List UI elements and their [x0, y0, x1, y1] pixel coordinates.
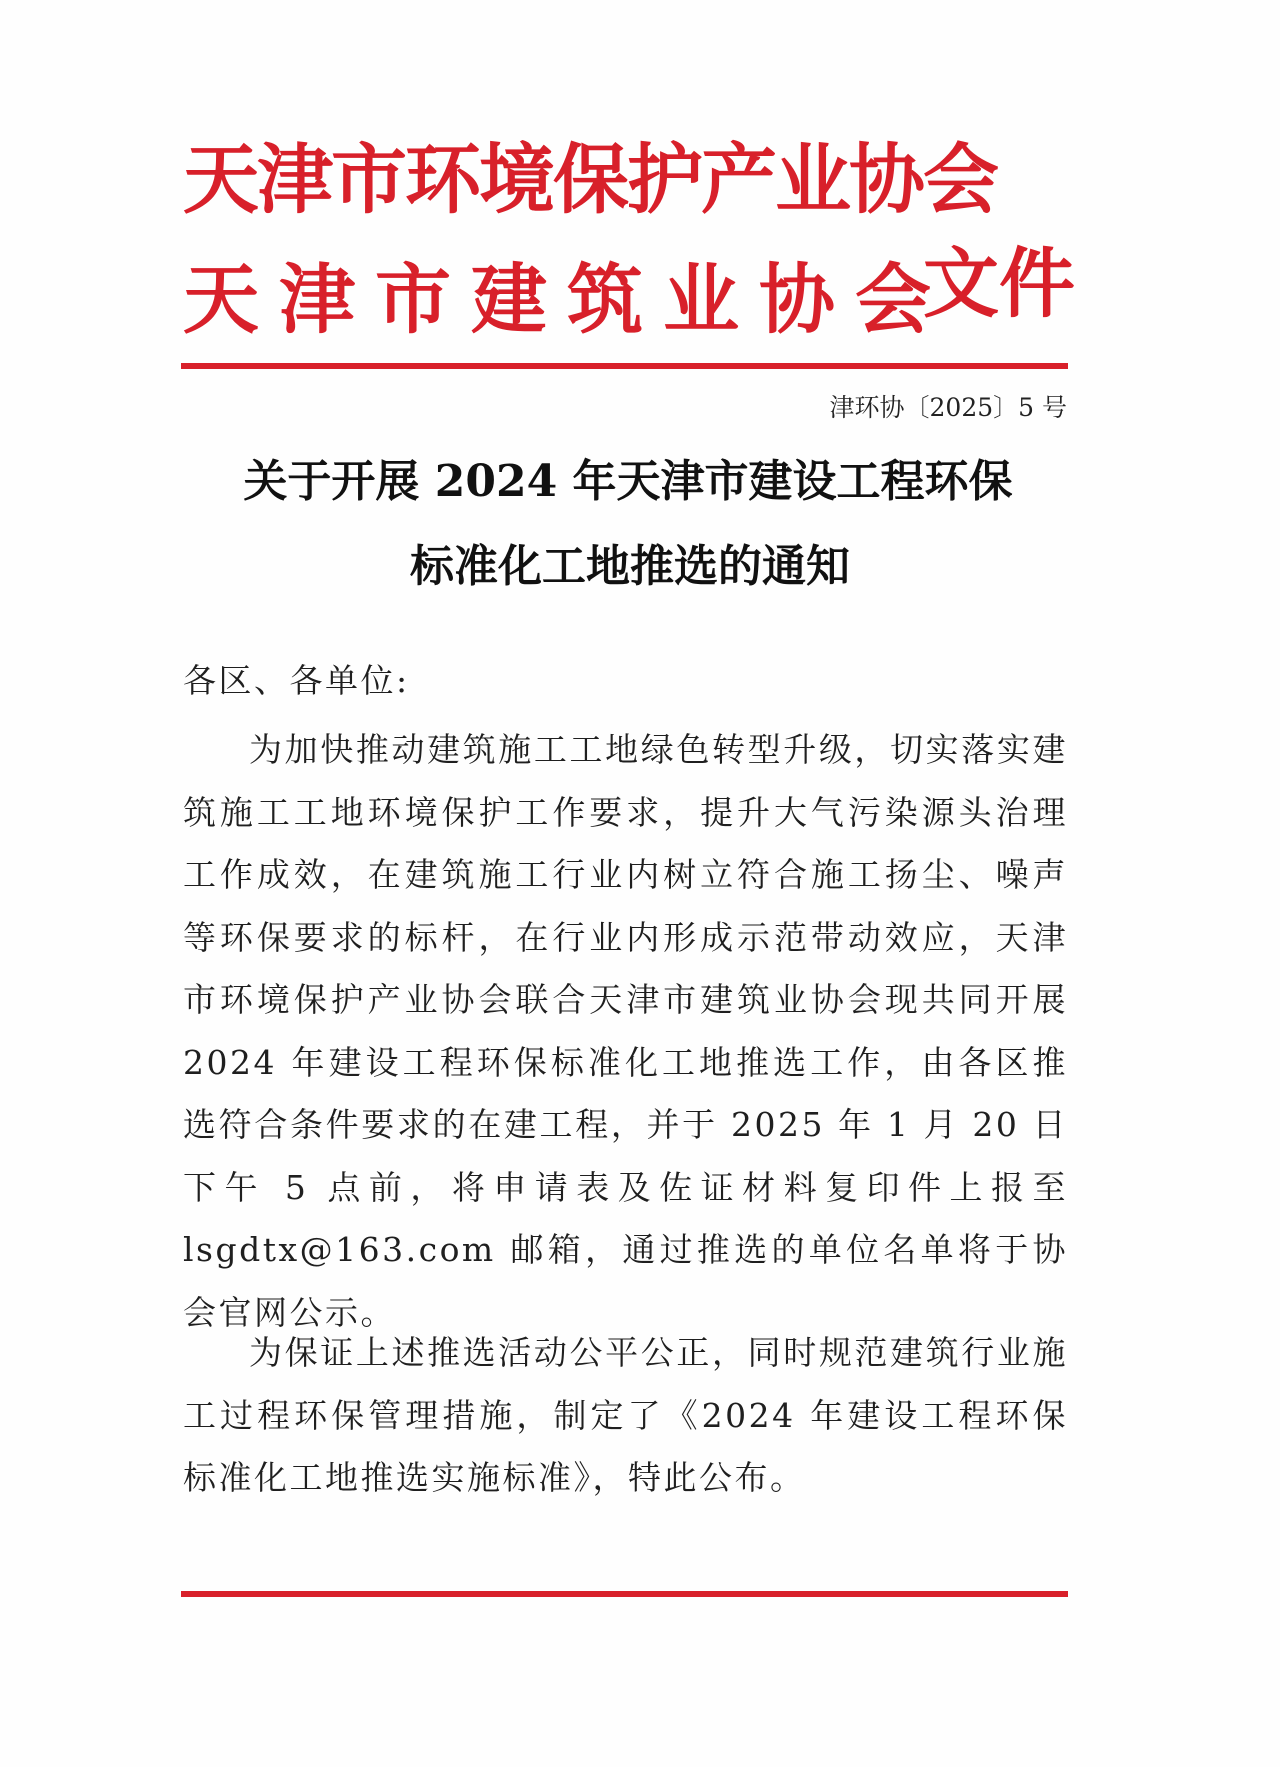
footer-red-rule — [181, 1591, 1068, 1597]
body-paragraph-2: 为保证上述推选活动公平公正，同时规范建筑行业施工过程环保管理措施，制定了《2024 年建设工程环保标准化工地推选实施标准》，特此公布。 — [183, 1333, 1068, 1497]
document-label: 文件 — [923, 239, 1075, 328]
issuing-org-1: 天津市环境保护产业协会 — [183, 135, 997, 224]
notice-title-line-1: 关于开展 2024 年天津市建设工程环保 — [243, 456, 1013, 507]
issuing-org-2-line — [183, 239, 1075, 344]
salutation: 各区、各单位: — [183, 661, 410, 700]
notice-title-line-2: 标准化工地推选的通知 — [410, 541, 850, 592]
issuing-org-2: 天津市建筑业协会 — [183, 255, 951, 344]
body-paragraph-1: 为加快推动建筑施工工地绿色转型升级，切实落实建筑施工工地环境保护工作要求，提升大气污染源头治理工作成效，在建筑施工行业内树立符合施工扬尘、噪声等环保要求的标杆，在行业内形成示范带动效应，天津市环境保护产业协会联合天津市建筑业协会现共同开展 2024 年建设工程环保标准化工地推选工作，由各区推选符合条件要求的在建工程，并于 2025 年 1 月 20 日下午 5 点前，将申请表及佐证材料复印件上报至 lsgdtx@163.com 邮箱，通过推选的单位名单将于协会官网公示。 — [183, 730, 1068, 1332]
document-number: 津环协〔2025〕5 号 — [829, 393, 1067, 422]
header-red-rule — [181, 363, 1068, 369]
